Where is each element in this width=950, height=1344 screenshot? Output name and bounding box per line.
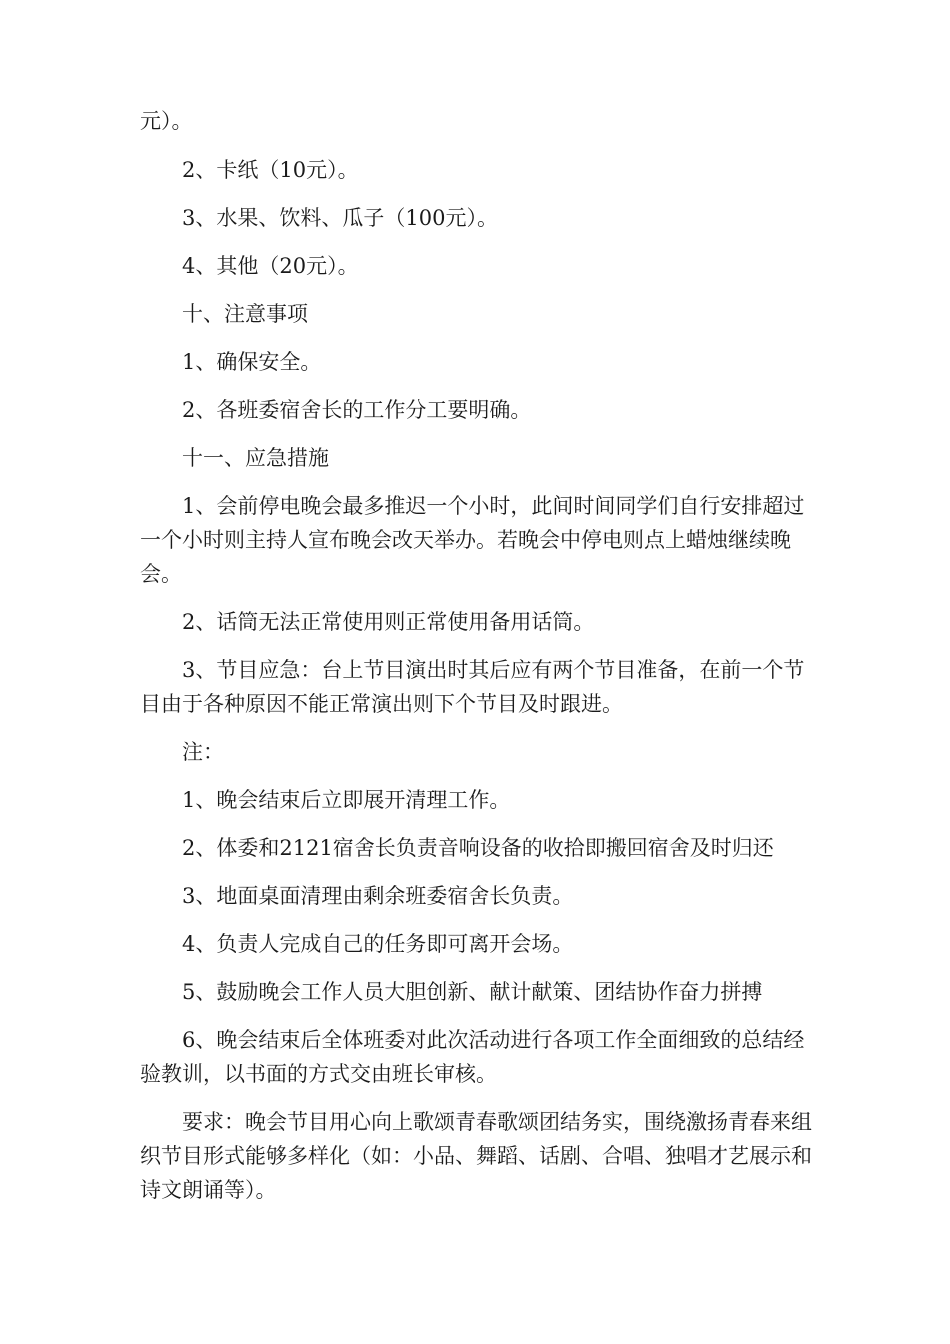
- paragraph-leave-venue: 4、负责人完成自己的任务即可离开会场。: [182, 932, 574, 956]
- paragraph-sound-equipment: 2、体委和2121宿舍长负责音响设备的收拾即搬回宿舍及时归还: [182, 836, 774, 860]
- paragraph-encouragement: 5、鼓励晚会工作人员大胆创新、献计献策、团结协作奋力拼搏: [182, 980, 763, 1004]
- paragraph-summary: 6、晚会结束后全体班委对此次活动进行各项工作全面细致的总结经验教训，以书面的方式交由班长审核。: [140, 1028, 805, 1086]
- paragraph-power-outage: 1、会前停电晚会最多推迟一个小时，此间时间同学们自行安排超过一个小时则主持人宣布晚会改天举办。若晚会中停电则点上蜡烛继续晚会。: [140, 494, 805, 586]
- paragraph-safety: 1、确保安全。: [182, 350, 322, 374]
- paragraph-floor-cleanup: 3、地面桌面清理由剩余班委宿舍长负责。: [182, 884, 574, 908]
- heading-emergency-measures: 十一、应急措施: [182, 446, 329, 470]
- paragraph-requirements: 要求：晚会节目用心向上歌颂青春歌颂团结务实，围绕激扬青春来组织节目形式能够多样化（如：小品、舞蹈、话剧、合唱、独唱才艺展示和诗文朗诵等）。: [140, 1110, 812, 1202]
- paragraph-program-emergency: 3、节目应急：台上节目演出时其后应有两个节目准备，在前一个节目由于各种原因不能正常演出则下个节目及时跟进。: [140, 658, 805, 716]
- paragraph-budget-card-paper: 2、卡纸（10元）。: [182, 158, 359, 182]
- heading-notes: 注：: [182, 740, 224, 764]
- paragraph-budget-other: 4、其他（20元）。: [182, 254, 359, 278]
- paragraph-continuation: 元）。: [140, 109, 193, 133]
- heading-precautions: 十、注意事项: [182, 302, 308, 326]
- paragraph-cleanup: 1、晚会结束后立即展开清理工作。: [182, 788, 511, 812]
- paragraph-microphone: 2、话筒无法正常使用则正常使用备用话筒。: [182, 610, 595, 634]
- paragraph-division-of-work: 2、各班委宿舍长的工作分工要明确。: [182, 398, 532, 422]
- paragraph-budget-snacks: 3、水果、饮料、瓜子（100元）。: [182, 206, 498, 230]
